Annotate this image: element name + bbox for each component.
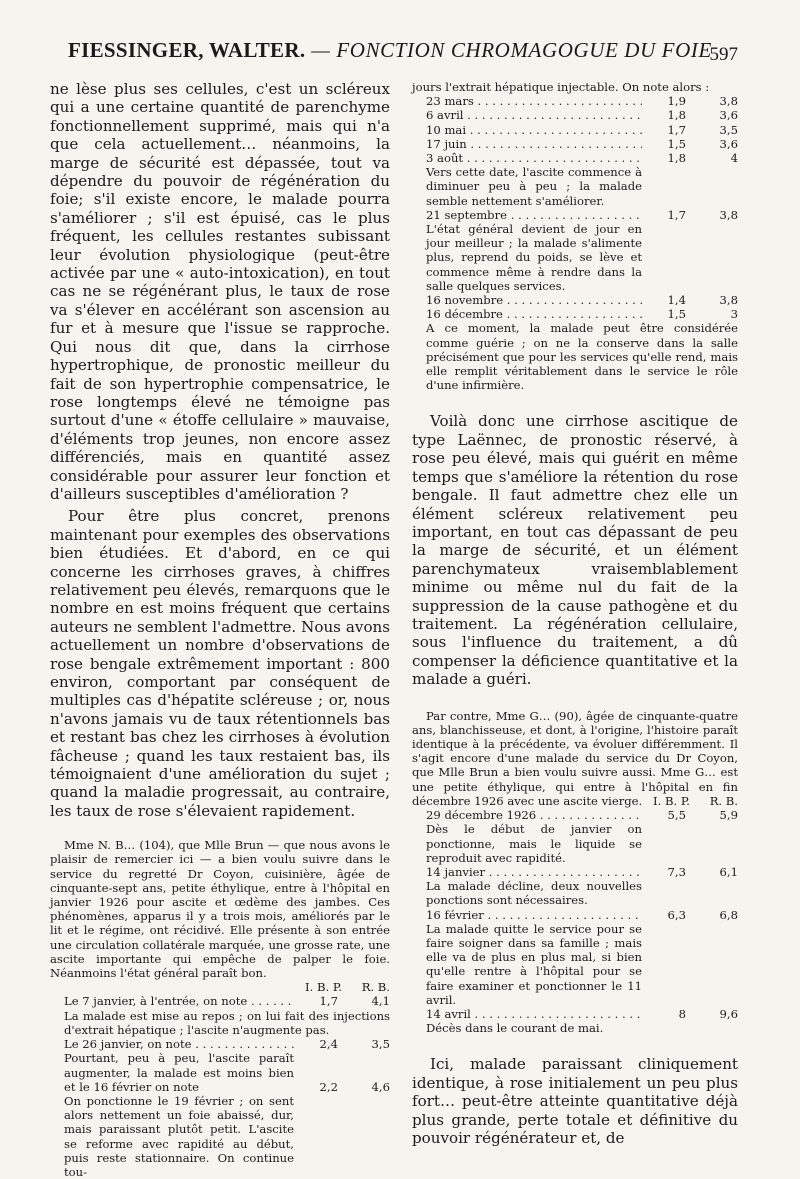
column-headers: [50, 980, 390, 994]
value-ibp: 7,3: [667, 865, 686, 879]
note: Dès le début de janvier on ponctionne, mais le liquide se reproduit avec rapidité.: [426, 822, 642, 865]
observation-intro: Mme N. B… (104), que Mlle Brun — que nous avons le plaisir de remercier ici — a bien voulu suivre dans le service du regretté Dr Coyon, cuisinière, âgée de cinquante-sept ans, petite éthylique, entre à l'hôpital en janvier 1926 pour ascite et œdème des jambes. Ces phénomènes, apparus il y a trois mois, améliorés par le lit et le régime, ont récidivé. Elle présente à son entrée une circulation collatérale marquée, une grosse rate, une ascite importante qui empêche de palper le foie. Néanmoins l'état général paraît bon.: [50, 838, 390, 981]
note: La malade est mise au repos ; on lui fait des injections d'extrait hépatique ; l'ascite n'augmente pas.: [64, 1008, 390, 1037]
note: La malade quitte le service pour se faire soigner dans sa famille ; mais elle va de plus en plus mal, si bien qu'elle rentre à l'hôpital pour se faire examiner et ponctionner le 11 avril.: [426, 921, 642, 1007]
value-ibp: 1,7: [319, 994, 338, 1009]
data-row: [412, 208, 738, 222]
right-column: [412, 80, 738, 1147]
data-row: [412, 108, 738, 122]
observation-nb: [50, 838, 390, 1179]
value-ibp: 2,2: [319, 1079, 338, 1094]
note: Décès dans le courant de mai.: [426, 1021, 604, 1036]
value-rb: 3,8: [719, 293, 738, 308]
data-row: [50, 994, 390, 1008]
value-ibp: 1,7: [667, 207, 686, 222]
col-head-ibp: I. B. P.: [653, 793, 690, 808]
continuation: jours l'extrait hépatique injectable. On note alors :: [412, 80, 710, 94]
row-label: Le 7 janvier, à l'entrée, on note . . .: [64, 994, 294, 1008]
paragraph: Voilà donc une cirrhose ascitique de type Laënnec, de pronostic réservé, à rose peu élevé, mais qui guérit en même temps que s'améliore la rétention du rose bengale. Il faut admettre chez elle un élément scléreux relativement peu important, en tout cas dépassant de peu la marge de sécurité, et un élément parenchymateux vraisemblablement minime ou même nul du fait de la suppression de la cause pathogène et du traitement. La régénération cellulaire, sous l'influence du traitement, a dû compenser la déficience quantitative et la malade a guéri.: [412, 412, 738, 689]
data-row: [412, 1007, 738, 1021]
note: A ce moment, la malade peut être considérée comme guérie ; on ne la conserve dans la salle précisément que pour les services qu'elle rend, mais elle remplit véritablement dans le service le rôle d'une infirmière.: [426, 321, 738, 393]
data-row: [412, 94, 738, 108]
row-label: 21 septembre . . .: [426, 208, 642, 222]
right-body-end: [412, 1055, 738, 1147]
note: On ponctionne le 19 février ; on sent alors nettement un foie abaissé, dur, mais paraissant plutôt petit. L'ascite se reforme avec rapidité au début, puis reste stationnaire. On continue tou-: [64, 1093, 294, 1179]
col-head-rb: R. B.: [361, 980, 390, 995]
value-rb: 3,5: [371, 1037, 390, 1052]
row-label: 3 août . . .: [426, 151, 642, 165]
data-row: [412, 293, 738, 307]
observation-g: [412, 709, 738, 1036]
data-row: [412, 307, 738, 321]
value-ibp: 1,5: [667, 136, 686, 151]
value-ibp: 2,4: [319, 1037, 338, 1052]
paragraph: Pour être plus concret, prenons maintenant pour exemples des observations bien étudiées. Et d'abord, en ce qui concerne les cirrhoses graves, à chiffres relativement peu élevés, remarquons que le nombre en est moins fréquent que certains auteurs ne semblent l'admettre. Nous avons actuellement un nombre d'observations de rose bengale extrêmement important : 800 environ, comportant par conséquent de multiples cas d'hépatite scléreuse ; or, nous n'avons jamais vu de taux rétentionnels bas et restant bas chez les cirrhoses à évolution fâcheuse ; quand les taux restaient bas, ils témoignaient d'une amélioration du sujet ; quand la maladie progressait, au contraire, les taux de rose s'élevaient rapidement.: [50, 507, 390, 820]
row-label: 10 mai . . .: [426, 123, 642, 137]
note: Pourtant, peu à peu, l'ascite paraît augmenter, la malade est moins bien et le 16 février on note: [64, 1051, 294, 1094]
value-ibp: 1,8: [667, 151, 686, 166]
value-ibp: 1,8: [667, 108, 686, 123]
note: La malade décline, deux nouvelles ponctions sont nécessaires.: [426, 879, 642, 908]
observation-intro: Par contre, Mme G… (90), âgée de cinquante-quatre ans, blanchisseuse, et dont, à l'origine, l'histoire paraît identique à la précédente, va évoluer différemment. Il s'agit encore d'une malade du service du Dr Coyon, que Mlle Brun a bien voulu suivre aussi. Mme G… est une petite éthylique, qui entre à l'hôpital en fin décembre 1926 avec une ascite vierge.: [412, 708, 738, 808]
row-label: 17 juin . . .: [426, 137, 642, 151]
value-ibp: 1,7: [667, 122, 686, 137]
col-head-ibp: I. B. P.: [305, 980, 342, 995]
header-title: FONCTION CHROMAGOGUE DU FOIE: [336, 38, 712, 62]
row-label: 23 mars . . .: [426, 94, 642, 108]
value-rb: 3: [730, 307, 738, 322]
data-row: [412, 123, 738, 137]
data-row: [50, 1037, 390, 1051]
value-rb: 3,8: [719, 94, 738, 109]
header-dash: —: [305, 38, 337, 62]
data-row: [50, 1051, 390, 1094]
value-rb: 4: [730, 151, 738, 166]
data-row: [412, 151, 738, 165]
paragraph: Ici, malade paraissant cliniquement identique, à rose initialement un peu plus fort… peut-être atteinte quantitative déjà plus grande, perte totale et définitive du pouvoir régénérateur et, de: [412, 1055, 738, 1148]
value-rb: 9,6: [719, 1007, 738, 1022]
value-rb: 6,8: [719, 907, 738, 922]
note: L'état général devient de jour en jour meilleur ; la malade s'alimente plus, reprend du poids, se lève et commence même à rendre dans la salle quelques services.: [426, 222, 642, 293]
value-ibp: 6,3: [667, 907, 686, 922]
running-header: [68, 38, 740, 70]
row-label: Le 26 janvier, on note . . .: [64, 1037, 294, 1051]
value-rb: 3,8: [719, 207, 738, 222]
note: Vers cette date, l'ascite commence à diminuer peu à peu ; la malade semble nettement s'améliorer.: [426, 165, 642, 208]
row-label: 16 novembre . . .: [426, 293, 642, 307]
row-label: 16 décembre . . .: [426, 307, 642, 321]
col-head-rb: R. B.: [709, 793, 738, 808]
value-rb: 3,6: [719, 108, 738, 123]
left-body: [50, 80, 390, 820]
value-rb: 6,1: [719, 865, 738, 879]
row-label: 14 janvier . . .: [426, 865, 642, 879]
value-rb: 3,5: [719, 122, 738, 137]
right-body: [412, 412, 738, 688]
page-number: 597: [709, 44, 738, 65]
observation-nb-continued: [412, 80, 738, 392]
row-label: 16 février . . .: [426, 908, 642, 922]
paragraph: ne lèse plus ses cellules, c'est un scléreux qui a une certaine quantité de parenchyme fonctionnellement supprimé, mais qui n'a que cela actuellement… néanmoins, la marge de sécurité est dépassée, tout va dépendre du pouvoir de régénération du foie; s'il existe encore, le malade pourra s'améliorer ; s'il est épuisé, cas le plus fréquent, les cellules restantes subissant leur évolution physiologique (peut-être activée par une « auto-intoxication), en tout cas ne se régénérant plus, le taux de rose va s'élever en accélérant son ascension au fur et à mesure que l'issue se rapproche. Qui nous dit que, dans la cirrhose hypertrophique, de pronostic meilleur du fait de son hypertrophie compensatrice, le rose longtemps élevé ne témoigne pas surtout d'une « étoffe cellulaire » mauvaise, d'éléments trop jeunes, non encore assez différenciés, mais en quantité assez considérable pour assurer leur fonction et d'ailleurs susceptibles d'amélioration ?: [50, 80, 390, 503]
data-row: [412, 808, 738, 822]
data-row: [412, 865, 738, 879]
value-ibp: 1,5: [667, 307, 686, 322]
row-label: 14 avril . . .: [426, 1007, 642, 1021]
value-ibp: 1,9: [667, 94, 686, 109]
row-label: 6 avril . . .: [426, 108, 642, 122]
value-ibp: 1,4: [667, 293, 686, 308]
value-rb: 5,9: [719, 808, 738, 823]
row-label: 29 décembre 1926 . . .: [426, 808, 642, 822]
value-rb: 3,6: [719, 136, 738, 151]
left-column: [50, 80, 390, 1179]
value-rb: 4,6: [371, 1079, 390, 1094]
data-row: [412, 908, 738, 922]
value-rb: 4,1: [371, 994, 390, 1009]
header-author: FIESSINGER, WALTER.: [68, 38, 306, 62]
value-ibp: 8: [678, 1007, 686, 1022]
value-ibp: 5,5: [667, 808, 686, 823]
data-row: [412, 137, 738, 151]
